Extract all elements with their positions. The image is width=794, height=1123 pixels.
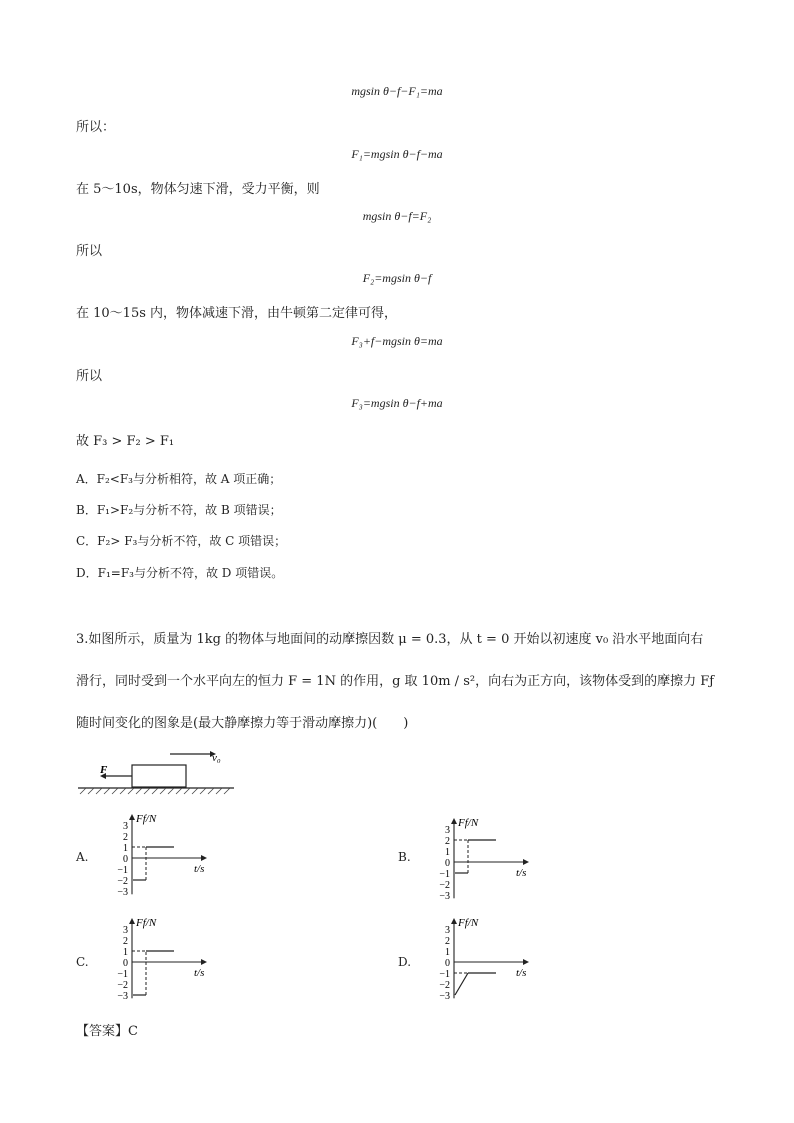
graph-c-y-axis-arrow	[129, 918, 135, 924]
text-so-1: 所以：	[76, 120, 116, 135]
graph-c-tick-label: −1	[117, 969, 128, 980]
equation-4: F₂=mgsin θ−f	[362, 271, 432, 285]
option-d-label: D.	[398, 955, 412, 969]
graph-b-tick-label: −3	[439, 891, 450, 902]
option-c-analysis: C．F₂> F₃与分析不符，故 C 项错误；	[76, 534, 287, 548]
graph-a-tick-label: −3	[117, 887, 128, 898]
graph-d-tick-label: −1	[439, 969, 450, 980]
graph-c-y-axis-label: Ff/N	[136, 917, 157, 929]
conclusion: 故 F₃ > F₂ > F₁	[76, 434, 175, 449]
option-b-analysis: B．F₁>F₂与分析不符，故 B 项错误；	[76, 503, 282, 517]
answer-label: 【答案】	[76, 1024, 129, 1039]
graph-a-tick-label: 2	[123, 832, 128, 843]
graph-d-tick-label: 0	[445, 958, 450, 969]
text-so-3: 所以	[76, 369, 103, 384]
graph-a-x-axis-arrow	[201, 855, 207, 861]
option-b-label: B.	[398, 850, 411, 864]
graph-d-x-axis-label: t/s	[516, 967, 527, 979]
graph-b-tick-label: 3	[445, 825, 450, 836]
graph-c-x-axis-label: t/s	[194, 967, 205, 979]
graph-a[interactable]	[104, 812, 214, 904]
graph-a-x-axis-label: t/s	[194, 863, 205, 875]
graph-d-tick-label: 3	[445, 925, 450, 936]
question-3-line-2: 滑行，同时受到一个水平向左的恒力 F = 1N 的作用，g 取 10m / s²，向右为正方向，该物体受到的摩擦力 Fƒ	[76, 674, 715, 689]
graph-a-tick-label: −1	[117, 865, 128, 876]
equation-1: mgsin θ−f−F₁=ma	[351, 84, 443, 98]
graph-c[interactable]	[104, 916, 214, 1008]
graph-a-tick-label: 3	[123, 821, 128, 832]
graph-a-tick-label: −2	[117, 876, 128, 887]
option-d-analysis: D．F₁=F₃与分析不符，故 D 项错误。	[76, 566, 284, 580]
graph-b-y-axis-arrow	[451, 818, 457, 824]
block	[132, 765, 186, 787]
graph-c-tick-label: −3	[117, 991, 128, 1002]
graph-b-tick-label: 2	[445, 836, 450, 847]
question-3-line-3: 随时间变化的图象是(最大静摩擦力等于滑动摩擦力)( )	[76, 716, 409, 731]
ground-hatch	[80, 788, 230, 794]
equation-6: F₃=mgsin θ−f+ma	[351, 396, 443, 410]
graph-c-tick-label: 2	[123, 936, 128, 947]
graph-c-tick-label: −2	[117, 980, 128, 991]
graph-b-tick-label: −2	[439, 880, 450, 891]
graph-d-tick-label: 2	[445, 936, 450, 947]
graph-b-x-axis-arrow	[523, 859, 529, 865]
graph-d-y-axis-arrow	[451, 918, 457, 924]
velocity-label: v₀	[212, 752, 221, 764]
equation-2: F₁=mgsin θ−f−ma	[351, 147, 443, 161]
equation-3: mgsin θ−f=F₂	[362, 209, 432, 223]
text-10-15s: 在 10～15s 内，物体减速下滑，由牛顿第二定律可得，	[76, 306, 398, 321]
graph-a-y-axis-label: Ff/N	[136, 813, 157, 825]
graph-d-segment-1	[455, 973, 468, 995]
graph-c-tick-label: 1	[123, 947, 128, 958]
velocity-arrow	[170, 751, 216, 757]
graph-d-tick-label: −2	[439, 980, 450, 991]
text-5-10s: 在 5～10s，物体匀速下滑，受力平衡，则	[76, 182, 320, 197]
graph-c-tick-label: 0	[123, 958, 128, 969]
graph-b-tick-label: −1	[439, 869, 450, 880]
graph-d-tick-label: 1	[445, 947, 450, 958]
graph-a-tick-label: 0	[123, 854, 128, 865]
text-so-2: 所以	[76, 244, 103, 259]
option-c-label: C.	[76, 955, 89, 969]
answer-value: C	[128, 1024, 138, 1039]
graph-a-y-axis-arrow	[129, 814, 135, 820]
graph-d-tick-label: −3	[439, 991, 450, 1002]
answer	[76, 1020, 138, 1039]
graph-c-tick-label: 3	[123, 925, 128, 936]
graph-b-tick-label: 0	[445, 858, 450, 869]
option-a-label: A.	[76, 850, 89, 864]
graph-d[interactable]	[426, 916, 536, 1008]
force-label: F	[100, 764, 108, 776]
equation-5: F₃+f−mgsin θ=ma	[351, 334, 443, 348]
graph-c-x-axis-arrow	[201, 959, 207, 965]
option-a-analysis: A．F₂<F₃与分析相符，故 A 项正确；	[76, 472, 282, 486]
graph-d-x-axis-arrow	[523, 959, 529, 965]
question-3-line-1: 3.如图所示，质量为 1kg 的物体与地面间的动摩擦因数 μ = 0.3，从 t = 0 开始以初速度 v₀ 沿水平地面向右	[76, 632, 704, 647]
block-figure	[76, 745, 236, 805]
graph-b-tick-label: 1	[445, 847, 450, 858]
graph-b-y-axis-label: Ff/N	[458, 817, 479, 829]
graph-a-tick-label: 1	[123, 843, 128, 854]
graph-b-x-axis-label: t/s	[516, 867, 527, 879]
graph-d-y-axis-label: Ff/N	[458, 917, 479, 929]
graph-b[interactable]	[426, 816, 536, 908]
